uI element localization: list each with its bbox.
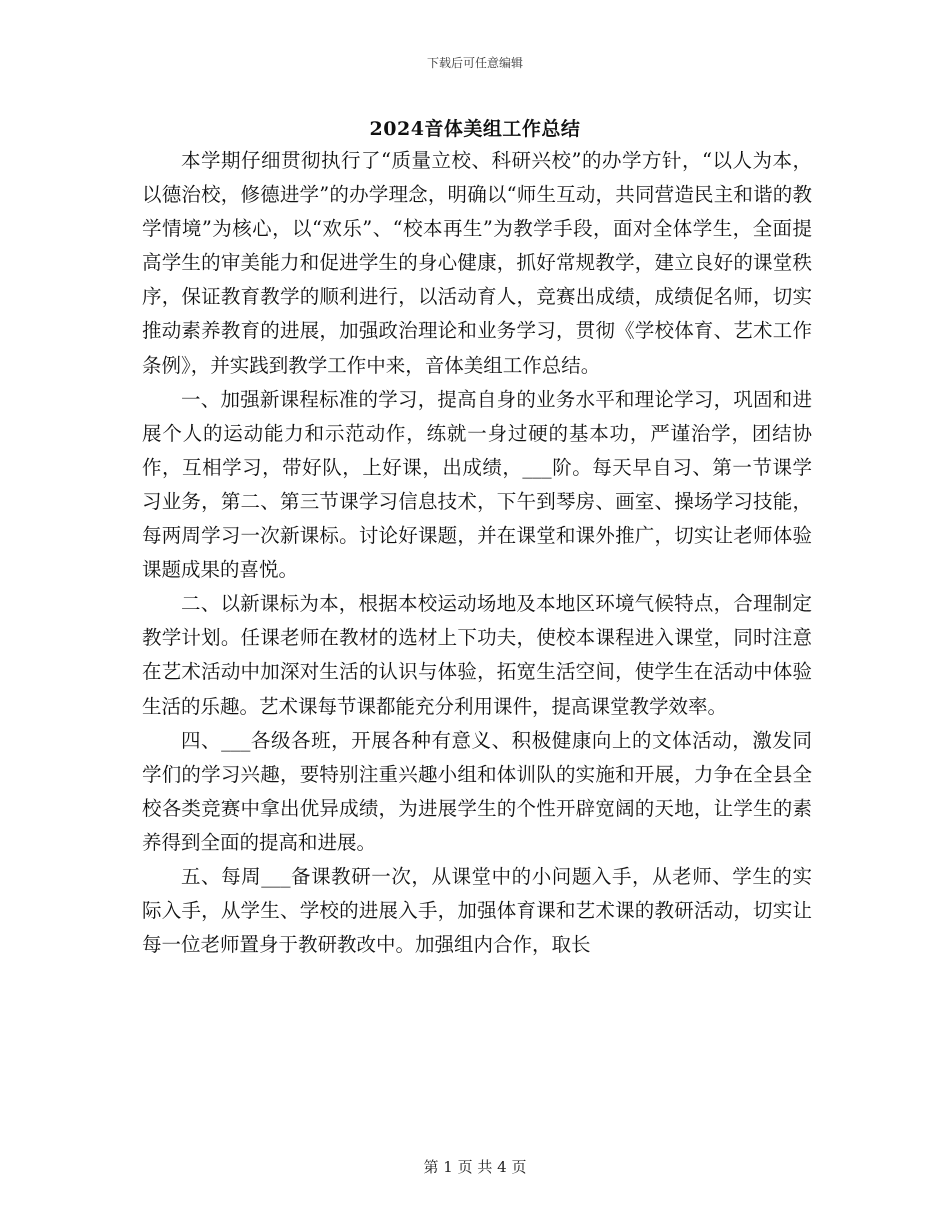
paragraph-section-1: 一、加强新课程标准的学习，提高自身的业务水平和理论学习，巩固和进展个人的运动能力和示范动作，练就一身过硬的基本功，严谨治学，团结协作，互相学习，带好队，上好课，出成绩，___阶。每天早自习、第一节课学习业务，第二、第三节课学习信息技术，下午到琴房、画室、操场学习技能，每两周学习一次新课标。讨论好课题，并在课堂和课外推广，切实让老师体验课题成果的喜悦。	[142, 387, 812, 582]
document-title: 2024音体美组工作总结	[369, 118, 581, 140]
paragraph-section-5: 五、每周___备课教研一次，从课堂中的小问题入手，从老师、学生的实际入手，从学生、学校的进展入手，加强体育课和艺术课的教研活动，切实让每一位老师置身于教研教改中。加强组内合作，取长	[142, 864, 812, 957]
header-note: 下载后可任意编辑	[426, 56, 523, 70]
paragraph-intro: 本学期仔细贯彻执行了“质量立校、科研兴校”的办学方针，“以人为本，以德治校，修德进学”的办学理念，明确以“师生互动，共同营造民主和谐的教学情境”为核心，以“欢乐”、“校本再生”为教学手段，面对全体学生，全面提高学生的审美能力和促进学生的身心健康，抓好常规教学，建立良好的课堂秩序，保证教育教学的顺利进行，以活动育人，竞赛出成绩，成绩促名师，切实推动素养教育的进展，加强政治理论和业务学习，贯彻《学校体育、艺术工作条例》，并实践到教学工作中来，音体美组工作总结。	[142, 149, 812, 377]
page-number: 第 1 页 共 4 页	[423, 1158, 527, 1176]
document-body	[142, 144, 812, 962]
paragraph-section-4: 四、___各级各班，开展各种有意义、积极健康向上的文体活动，激发同学们的学习兴趣，要特别注重兴趣小组和体训队的实施和开展，力争在全县全校各类竞赛中拿出优异成绩，为进展学生的个性开辟宽阔的天地，让学生的素养得到全面的提高和进展。	[142, 728, 812, 854]
paragraph-section-2: 二、以新课标为本，根据本校运动场地及本地区环境气候特点，合理制定教学计划。任课老师在教材的选材上下功夫，使校本课程进入课堂，同时注意在艺术活动中加深对生活的认识与体验，拓宽生活空间，使学生在活动中体验生活的乐趣。艺术课每节课都能充分利用课件，提高课堂教学效率。	[142, 592, 812, 718]
